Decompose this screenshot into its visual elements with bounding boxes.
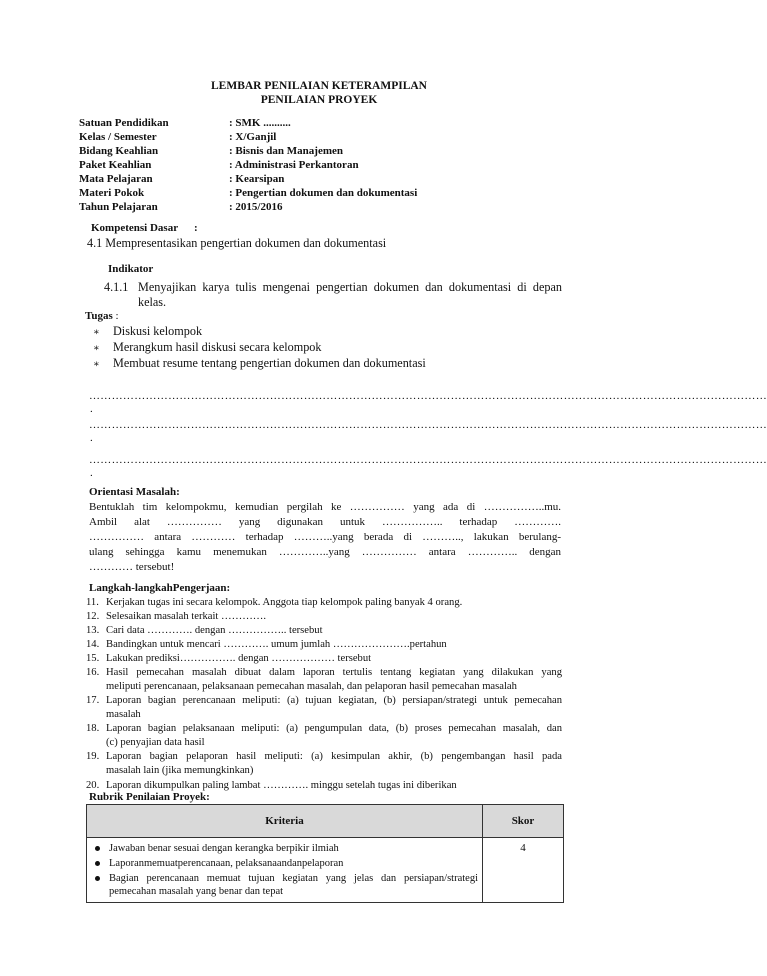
step-text: Cari data …………. dengan …………….. tersebut <box>106 625 323 636</box>
step-number: 12. <box>86 611 100 622</box>
step-text: Laporan dikumpulkan paling lambat …………. minggu setelah tugas ini diberikan <box>106 780 457 791</box>
document-subtitle: PENILAIAN PROYEK <box>260 94 378 106</box>
kompetensi-label: Kompetensi Dasar <box>91 222 179 234</box>
bullet-icon: ∗ <box>93 359 100 370</box>
step-text: masalah <box>106 709 141 720</box>
step-text: Kerjakan tugas ini secara kelompok. Anggota tiap kelompok paling banyak 4 orang. <box>106 597 463 608</box>
step-text: Laporan bagian perencanaan meliputi: (a) tujuan kegiatan, (b) persiapan/strategi untuk pemecahan <box>106 695 562 706</box>
answer-line: ……………………………………………………………………………………………………………………………………………………………… <box>89 419 767 431</box>
identity-row <box>79 173 285 186</box>
orientasi-line: …………… antara ………… terhadap ………..yang berada di ……….., lakukan berulang- <box>89 531 561 543</box>
identity-value: : X/Ganjil <box>229 131 277 143</box>
rubric-criteria-item: Bagian perencanaan memuat tujuan kegiatan yang jelas dan persiapan/strategi pemecahan masalah yang benar dan tepat <box>91 872 478 898</box>
rubric-header-row <box>87 805 564 838</box>
bullet-icon: ∗ <box>93 343 100 354</box>
step-text: Lakukan prediksi……………. dengan ……………… tersebut <box>106 653 372 664</box>
rubric-criteria-item: Laporanmemuatperencanaan, pelaksanaandanpelaporan <box>91 857 478 870</box>
rubric-criteria-item: Jawaban benar sesuai dengan kerangka berpikir ilmiah <box>91 842 478 855</box>
step-number: 14. <box>86 639 100 650</box>
identity-value: : Kearsipan <box>229 173 285 185</box>
identity-row <box>79 117 291 130</box>
identity-value: : SMK .......... <box>229 117 291 129</box>
indikator-text-line1: Menyajikan karya tulis mengenai pengertian dokumen dan dokumentasi di depan <box>138 280 562 294</box>
orientasi-line: ulang sehingga kamu menemukan …………..yang …………… antara ………….. dengan <box>89 546 561 558</box>
step-text: masalah lain (jika memungkinkan) <box>106 765 254 776</box>
identity-label: Bidang Keahlian <box>79 145 159 157</box>
identity-row <box>79 201 283 214</box>
tugas-colon: : <box>112 310 119 322</box>
rubric-score-cell: 4 <box>483 838 564 903</box>
step-number: 13. <box>86 625 100 636</box>
tugas-label: Tugas <box>85 310 113 322</box>
tugas-item: Membuat resume tentang pengertian dokumen dan dokumentasi <box>113 356 426 370</box>
answer-line-end: . <box>90 432 93 444</box>
identity-label: Tahun Pelajaran <box>79 201 158 213</box>
orientasi-line: ………… tersebut! <box>89 561 175 573</box>
identity-row <box>79 145 343 158</box>
step-text: meliputi perencanaan, pelaksanaan pemecahan masalah, dan pelaporan hasil pemecahan masalah <box>106 681 517 692</box>
step-number: 20. <box>86 780 100 791</box>
identity-label: Satuan Pendidikan <box>79 117 169 129</box>
rubric-criteria-cell <box>87 838 483 903</box>
answer-line-end: . <box>90 467 93 479</box>
orientasi-line: Ambil alat …………… yang digunakan untuk …………….. terhadap …………. <box>89 516 561 528</box>
identity-row <box>79 159 359 172</box>
kompetensi-text: 4.1 Mempresentasikan pengertian dokumen dan dokumentasi <box>87 236 387 250</box>
indikator-number: 4.1.1 <box>104 280 129 294</box>
rubric-row <box>87 838 564 903</box>
step-number: 11. <box>86 597 99 608</box>
langkah-heading: Langkah-langkahPengerjaan: <box>89 582 231 594</box>
tugas-heading <box>85 310 119 323</box>
identity-value: : Bisnis dan Manajemen <box>229 145 343 157</box>
bullet-icon: ∗ <box>93 327 100 338</box>
step-text: (c) penyajian data hasil <box>106 737 205 748</box>
orientasi-line: Bentuklah tim kelompokmu, kemudian pergilah ke …………… yang ada di ……………..mu. <box>89 501 561 513</box>
identity-label: Materi Pokok <box>79 187 145 199</box>
tugas-item: Diskusi kelompok <box>113 324 203 338</box>
identity-label: Paket Keahlian <box>79 159 152 171</box>
rubric-table <box>86 804 564 903</box>
answer-line-end: . <box>90 403 93 415</box>
kompetensi-colon: : <box>194 222 198 234</box>
step-text: Bandingkan untuk mencari …………. umum jumlah ………………….pertahun <box>106 639 447 650</box>
step-text: Hasil pemecahan masalah dibuat dalam laporan tertulis tentang kegiatan yang dilakukan yang <box>106 667 562 678</box>
answer-line: ……………………………………………………………………………………………………………………………………………………………… <box>89 454 767 466</box>
rubric-header-skor: Skor <box>483 805 564 838</box>
rubrik-heading: Rubrik Penilaian Proyek: <box>89 791 210 803</box>
step-number: 17. <box>86 695 100 706</box>
document-title: LEMBAR PENILAIAN KETERAMPILAN <box>211 80 427 92</box>
step-text: Laporan bagian pelaporan hasil meliputi: (a) kesimpulan akhir, (b) pengembangan hasil pada <box>106 751 562 762</box>
step-text: Selesaikan masalah terkait …………. <box>106 611 267 622</box>
tugas-item: Merangkum hasil diskusi secara kelompok <box>113 340 322 354</box>
step-number: 15. <box>86 653 100 664</box>
step-text: Laporan bagian pelaksanaan meliputi: (a) pengumpulan data, (b) proses pemecahan masalah, dan <box>106 723 562 734</box>
step-number: 18. <box>86 723 100 734</box>
identity-value: : 2015/2016 <box>229 201 283 213</box>
identity-label: Kelas / Semester <box>79 131 157 143</box>
identity-label: Mata Pelajaran <box>79 173 153 185</box>
identity-row <box>79 131 277 144</box>
identity-row <box>79 187 418 200</box>
step-number: 16. <box>86 667 100 678</box>
identity-value: : Pengertian dokumen dan dokumentasi <box>229 187 418 199</box>
answer-line: ……………………………………………………………………………………………………………………………………………………………… <box>89 390 767 402</box>
indikator-label: Indikator <box>108 263 154 275</box>
orientasi-heading: Orientasi Masalah: <box>89 486 180 498</box>
step-number: 19. <box>86 751 100 762</box>
identity-value: : Administrasi Perkantoran <box>229 159 359 171</box>
rubric-header-kriteria: Kriteria <box>87 805 483 838</box>
indikator-text-line2: kelas. <box>138 295 167 309</box>
